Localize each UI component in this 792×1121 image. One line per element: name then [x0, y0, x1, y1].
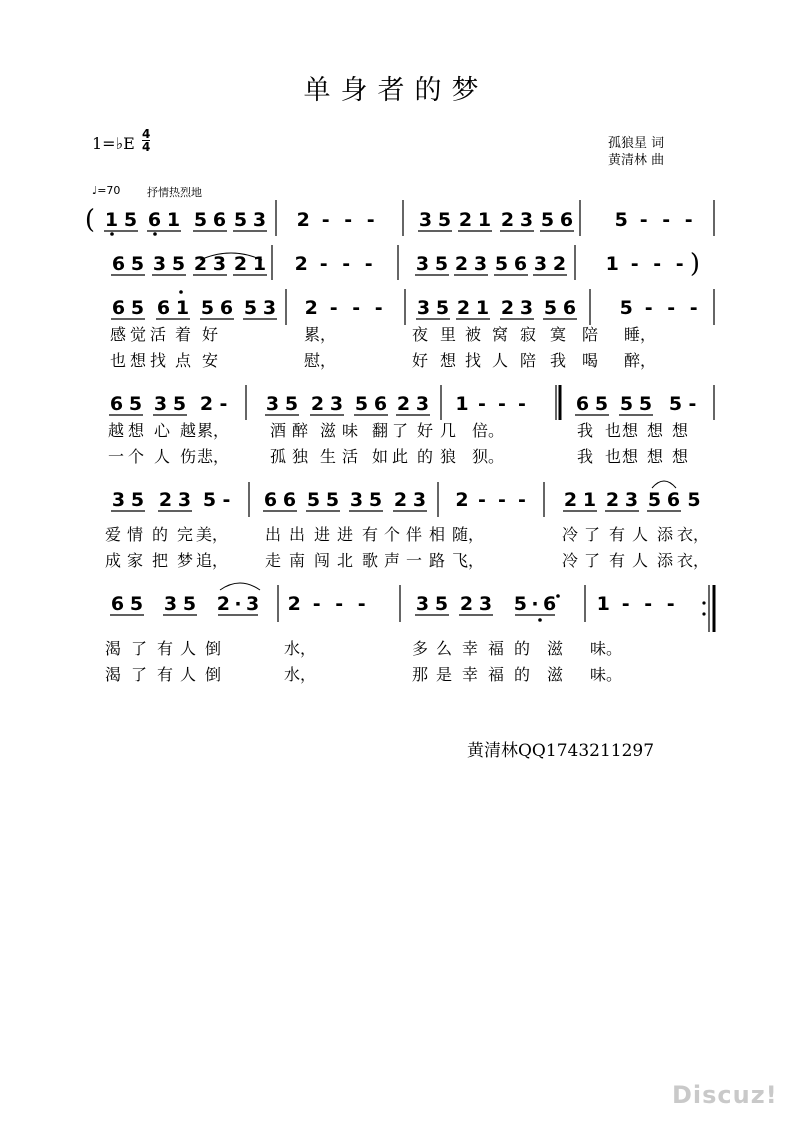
- lyric-verse2: 那: [411, 665, 429, 684]
- key-signature: 1=♭E: [92, 134, 135, 153]
- lyric-verse1: 了: [391, 421, 409, 440]
- lyric-verse2: 孤: [269, 447, 287, 466]
- note: 3: [212, 253, 227, 275]
- lyric-verse1: 着: [174, 325, 192, 344]
- note: -: [352, 297, 361, 319]
- meter-bottom: 4: [142, 140, 151, 154]
- note: 3: [415, 253, 430, 275]
- lyric-verse1: 倒: [204, 639, 222, 658]
- octave-dot: [538, 618, 542, 622]
- octave-dot: [179, 290, 183, 294]
- lyric-verse2: 了: [130, 665, 148, 684]
- lyric-verse1: 心: [153, 421, 171, 440]
- lyric-verse1: 个: [383, 525, 401, 544]
- note: -: [621, 593, 630, 615]
- lyric-verse2: 人: [631, 551, 649, 570]
- note: -: [644, 593, 653, 615]
- lyric-verse1: 被: [464, 325, 482, 344]
- note: 2: [458, 209, 473, 231]
- note: 3: [519, 209, 534, 231]
- repeat-paren-open: (: [84, 205, 96, 235]
- note: 1: [605, 253, 619, 275]
- note: 6: [666, 489, 681, 511]
- lyric-verse1: 觉: [129, 325, 147, 344]
- note: 2: [456, 297, 471, 319]
- lyric-verse1: 里: [439, 325, 457, 344]
- lyric-verse2: 南: [288, 551, 306, 570]
- note: 5: [200, 297, 215, 319]
- lyric-verse2: 想: [621, 447, 639, 466]
- note: -: [478, 489, 486, 511]
- note: 1: [166, 209, 181, 231]
- note: -: [319, 253, 328, 275]
- note: 5: [306, 489, 321, 511]
- note: 5: [284, 393, 299, 415]
- repeat-dot: [702, 612, 705, 615]
- tempo-marking: ♩=70: [92, 184, 121, 197]
- lyric-verse1: 有: [608, 525, 626, 544]
- lyric-verse1: 福: [487, 639, 505, 658]
- lyric-verse1: 了: [583, 525, 601, 544]
- note: 3: [153, 393, 168, 415]
- lyric-verse2: 味。: [589, 665, 623, 684]
- lyric-verse2: 醉，: [623, 351, 657, 370]
- note: ·: [531, 593, 539, 615]
- lyric-verse1: 滋: [319, 421, 337, 440]
- note: 3: [265, 393, 280, 415]
- lyric-verse2: 安: [201, 351, 219, 370]
- note: 5: [171, 253, 186, 275]
- note: 2: [199, 393, 214, 415]
- lyric-verse2: 歌: [361, 551, 379, 570]
- lyric-verse1: 的: [151, 525, 169, 544]
- note: -: [675, 253, 684, 275]
- lyric-verse1: 完: [176, 525, 194, 544]
- lyric-verse1: 翻: [371, 421, 389, 440]
- note: 3: [412, 489, 427, 511]
- lyric-verse1: 醉: [291, 421, 309, 440]
- lyric-verse1: 添: [656, 525, 674, 544]
- note: 5: [172, 393, 187, 415]
- lyric-verse2: 把: [151, 551, 169, 570]
- note: 6: [156, 297, 171, 319]
- lyric-verse2: 是: [435, 665, 453, 684]
- lyric-verse2: 伤: [179, 447, 197, 466]
- lyric-verse1: 想: [671, 421, 689, 440]
- lyric-verse2: 想: [646, 447, 664, 466]
- lyric-verse1: 出: [288, 525, 306, 544]
- note: 2: [459, 593, 474, 615]
- lyric-verse2: 如: [371, 447, 389, 466]
- note: 1: [596, 593, 610, 615]
- note: 6: [219, 297, 234, 319]
- note: -: [321, 209, 330, 231]
- lyric-verse2: 独: [291, 447, 309, 466]
- note: 5: [243, 297, 258, 319]
- lyric-verse1: 我: [576, 421, 594, 440]
- lyric-verse2: 找: [149, 351, 167, 370]
- note: 6: [282, 489, 297, 511]
- note: 5: [233, 209, 248, 231]
- note: 3: [152, 253, 167, 275]
- lyric-verse1: 好: [416, 421, 434, 440]
- lyric-verse2: 了: [583, 551, 601, 570]
- lyric-verse2: 北: [336, 551, 354, 570]
- meter-top: 4: [142, 127, 151, 141]
- note: -: [653, 253, 662, 275]
- note: 1: [455, 393, 469, 415]
- note: 2: [193, 253, 208, 275]
- lyric-verse2: 声: [383, 551, 401, 570]
- note: 3: [473, 253, 488, 275]
- composer-signature: 黄清林QQ1743211297: [467, 741, 655, 761]
- note: 3: [262, 297, 277, 319]
- note: 1: [477, 209, 492, 231]
- note: 5: [619, 297, 633, 319]
- lyric-verse2: 此: [391, 447, 409, 466]
- note: -: [342, 253, 351, 275]
- note: 6: [111, 297, 126, 319]
- lyric-verse1: 味: [341, 421, 359, 440]
- note: 5: [128, 393, 143, 415]
- note: 3: [329, 393, 344, 415]
- lyric-verse2: 的: [513, 665, 531, 684]
- lyric-verse1: 人: [631, 525, 649, 544]
- note: 2: [605, 489, 620, 511]
- note: 5: [368, 489, 383, 511]
- lyric-verse2: 慰，: [303, 351, 337, 370]
- note: 1: [252, 253, 267, 275]
- lyric-verse2: 一: [405, 551, 423, 570]
- note: 2: [296, 209, 310, 231]
- lyric-verse1: 有: [361, 525, 379, 544]
- lyric-verse1: 累，: [303, 325, 337, 344]
- note: 5: [437, 209, 452, 231]
- note: 2: [287, 593, 301, 615]
- note: -: [364, 253, 373, 275]
- lyric-verse1: 也: [604, 421, 622, 440]
- note: -: [219, 393, 228, 415]
- note: -: [498, 489, 506, 511]
- note: 1: [175, 297, 190, 319]
- lyric-verse2: 成: [104, 551, 122, 570]
- note: 6: [562, 297, 577, 319]
- lyric-verse1: 出: [264, 525, 282, 544]
- note: 6: [110, 593, 125, 615]
- note: -: [366, 209, 375, 231]
- note: 2: [393, 489, 408, 511]
- lyric-verse1: 相: [428, 525, 446, 544]
- note: -: [666, 593, 675, 615]
- note: 2: [233, 253, 248, 275]
- note: 2: [310, 393, 325, 415]
- lyric-verse2: 人: [153, 447, 171, 466]
- lyric-verse1: 越: [179, 421, 197, 440]
- lyric-verse2: 福: [487, 665, 505, 684]
- lyric-verse1: 酒: [269, 421, 287, 440]
- lyric-verse1: 越: [107, 421, 125, 440]
- lyric-verse2: 的: [416, 447, 434, 466]
- lyric-verse1: 随，: [451, 525, 485, 544]
- lyric-verse1: 几: [439, 421, 457, 440]
- note: 6: [575, 393, 590, 415]
- lyric-verse2: 个: [127, 447, 145, 466]
- note: -: [684, 209, 693, 231]
- lyric-verse1: 进: [313, 525, 331, 544]
- lyric-verse1: 的: [513, 639, 531, 658]
- note: 3: [519, 297, 534, 319]
- note: 6: [513, 253, 528, 275]
- lyric-verse2: 衣，: [676, 551, 710, 570]
- lyric-verse2: 有: [156, 665, 174, 684]
- lyric-verse2: 喝: [581, 351, 599, 370]
- lyric-verse2: 飞，: [451, 551, 485, 570]
- note: -: [644, 297, 653, 319]
- note: 5: [668, 393, 683, 415]
- lyric-verse1: 美，: [195, 525, 229, 544]
- lyric-verse2: 路: [428, 551, 446, 570]
- lyric-verse2: 想: [671, 447, 689, 466]
- lyric-verse2: 狈。: [471, 447, 505, 466]
- repeat-dot: [702, 601, 705, 604]
- lyric-verse1: 陪: [581, 325, 599, 344]
- lyric-verse1: 活: [149, 325, 167, 344]
- note: 5: [540, 209, 555, 231]
- note: 6: [212, 209, 227, 231]
- note: 3: [416, 297, 431, 319]
- lyric-verse2: 有: [608, 551, 626, 570]
- lyric-verse2: 点: [174, 351, 192, 370]
- note: 3: [111, 489, 126, 511]
- lyric-verse1: 人: [179, 639, 197, 658]
- note: 3: [624, 489, 639, 511]
- note: -: [498, 393, 506, 415]
- lyric-verse1: 情: [126, 525, 144, 544]
- note: 5: [494, 253, 509, 275]
- octave-dot: [153, 232, 157, 236]
- note: 2: [500, 297, 515, 319]
- lyric-verse2: 找: [464, 351, 482, 370]
- note: 5: [687, 489, 701, 511]
- octave-dot: [556, 594, 560, 598]
- lyric-verse2: 想: [439, 351, 457, 370]
- lyric-verse2: 添: [656, 551, 674, 570]
- lyric-verse2: 好: [411, 351, 429, 370]
- note: -: [518, 489, 526, 511]
- note: -: [357, 593, 366, 615]
- note: 5: [325, 489, 340, 511]
- lyric-verse1: 渴: [104, 639, 122, 658]
- note: 5: [182, 593, 197, 615]
- note: 5: [614, 209, 628, 231]
- lyric-verse2: 走: [264, 551, 282, 570]
- lyric-verse2: 人: [179, 665, 197, 684]
- lyric-verse1: 伴: [405, 525, 423, 544]
- lyric-verse2: 人: [491, 351, 509, 370]
- note: -: [667, 297, 676, 319]
- note: 3: [418, 209, 433, 231]
- lyric-verse2: 想: [129, 351, 147, 370]
- note: 5: [354, 393, 369, 415]
- lyric-verse2: 也: [109, 351, 127, 370]
- lyric-verse1: 累，: [196, 421, 230, 440]
- note: -: [662, 209, 671, 231]
- note: 6: [109, 393, 124, 415]
- note: ·: [234, 593, 242, 615]
- lyric-verse2: 梦: [176, 551, 194, 570]
- lyric-verse1: 么: [435, 639, 453, 658]
- lyric-verse1: 感: [109, 325, 127, 344]
- note: 2: [563, 489, 578, 511]
- lyric-verse1: 想: [646, 421, 664, 440]
- lyric-verse2: 一: [107, 447, 125, 466]
- note: -: [312, 593, 321, 615]
- song-title: 单身者的梦: [303, 75, 489, 106]
- note: 3: [533, 253, 548, 275]
- note: 1: [582, 489, 597, 511]
- expression-marking: 抒情热烈地: [147, 186, 202, 199]
- note: -: [639, 209, 648, 231]
- lyric-verse1: 倍。: [471, 421, 505, 440]
- note: -: [630, 253, 639, 275]
- note: -: [688, 393, 697, 415]
- note: 5: [543, 297, 558, 319]
- note: 2: [454, 253, 469, 275]
- note: 6: [373, 393, 388, 415]
- note: -: [518, 393, 526, 415]
- lyric-verse2: 陪: [519, 351, 537, 370]
- note: -: [344, 209, 353, 231]
- lyric-verse1: 水，: [283, 639, 317, 658]
- lyric-verse1: 寞: [549, 325, 567, 344]
- octave-dot: [110, 232, 114, 236]
- note: 6: [263, 489, 278, 511]
- lyric-verse1: 多: [411, 639, 429, 658]
- lyric-verse1: 滋: [546, 639, 564, 658]
- lyric-verse1: 味。: [589, 639, 623, 658]
- note: 3: [246, 593, 260, 615]
- lyric-verse2: 家: [126, 551, 144, 570]
- note: 2: [500, 209, 515, 231]
- note: 5: [202, 489, 217, 511]
- lyric-verse2: 生: [319, 447, 337, 466]
- note: 1: [475, 297, 490, 319]
- lyric-verse1: 窝: [491, 325, 509, 344]
- lyric-verse2: 狼: [439, 447, 457, 466]
- note: -: [689, 297, 698, 319]
- lyric-verse2: 悲，: [196, 447, 230, 466]
- note: 5: [594, 393, 609, 415]
- lyric-verse1: 了: [130, 639, 148, 658]
- note: 3: [415, 393, 430, 415]
- lyric-verse2: 幸: [461, 665, 479, 684]
- forum-watermark: Discuz!: [672, 1081, 778, 1109]
- note: 5: [130, 489, 145, 511]
- note: 6: [147, 209, 162, 231]
- note: 2: [158, 489, 173, 511]
- lyric-verse1: 幸: [461, 639, 479, 658]
- note: 5: [434, 593, 449, 615]
- note: 5: [619, 393, 634, 415]
- note: -: [478, 393, 486, 415]
- lyric-verse2: 倒: [204, 665, 222, 684]
- note: -: [335, 593, 344, 615]
- note: 3: [478, 593, 493, 615]
- note: 5: [130, 253, 145, 275]
- lyric-verse1: 有: [156, 639, 174, 658]
- lyric-verse2: 渴: [104, 665, 122, 684]
- lyric-verse2: 活: [341, 447, 359, 466]
- note: -: [329, 297, 338, 319]
- lyric-verse1: 想: [621, 421, 639, 440]
- note: 3: [163, 593, 178, 615]
- lyricist-credit: 孤狼星 词: [608, 136, 665, 151]
- composer-credit: 黄清林 曲: [608, 153, 665, 168]
- note: 5: [638, 393, 653, 415]
- note: 5: [647, 489, 662, 511]
- lyric-verse2: 闯: [313, 551, 331, 570]
- lyric-verse1: 衣，: [676, 525, 710, 544]
- note: 2: [294, 253, 308, 275]
- note: -: [222, 489, 231, 511]
- note: 5: [130, 297, 145, 319]
- lyric-verse1: 好: [201, 325, 219, 344]
- note: 2: [216, 593, 230, 615]
- note: 6: [559, 209, 574, 231]
- note: 5: [434, 253, 449, 275]
- note: 3: [252, 209, 267, 231]
- lyric-verse1: 寂: [519, 325, 537, 344]
- slur: [652, 481, 676, 488]
- slur: [220, 583, 260, 590]
- note: 5: [193, 209, 208, 231]
- lyric-verse1: 想: [127, 421, 145, 440]
- note: 2: [304, 297, 318, 319]
- note: 3: [415, 593, 430, 615]
- lyric-verse2: 滋: [546, 665, 564, 684]
- note: 3: [349, 489, 364, 511]
- lyric-verse2: 我: [576, 447, 594, 466]
- note: 5: [435, 297, 450, 319]
- lyric-verse1: 睡，: [623, 325, 657, 344]
- note: 1: [104, 209, 119, 231]
- note: 5: [513, 593, 527, 615]
- lyric-verse2: 追，: [195, 551, 229, 570]
- lyric-verse2: 我: [549, 351, 567, 370]
- note: 2: [552, 253, 567, 275]
- lyric-verse1: 夜: [411, 325, 429, 344]
- note: -: [374, 297, 383, 319]
- lyric-verse1: 进: [336, 525, 354, 544]
- note: 6: [543, 593, 557, 615]
- lyric-verse2: 冷: [561, 551, 579, 570]
- note: 3: [177, 489, 192, 511]
- note: 5: [123, 209, 138, 231]
- note: 5: [129, 593, 144, 615]
- lyric-verse2: 也: [604, 447, 622, 466]
- note: 2: [455, 489, 469, 511]
- repeat-paren-close: ): [689, 249, 701, 279]
- lyric-verse1: 冷: [561, 525, 579, 544]
- note: 6: [111, 253, 126, 275]
- lyric-verse2: 水，: [283, 665, 317, 684]
- note: 2: [396, 393, 411, 415]
- lyric-verse1: 爱: [104, 525, 122, 544]
